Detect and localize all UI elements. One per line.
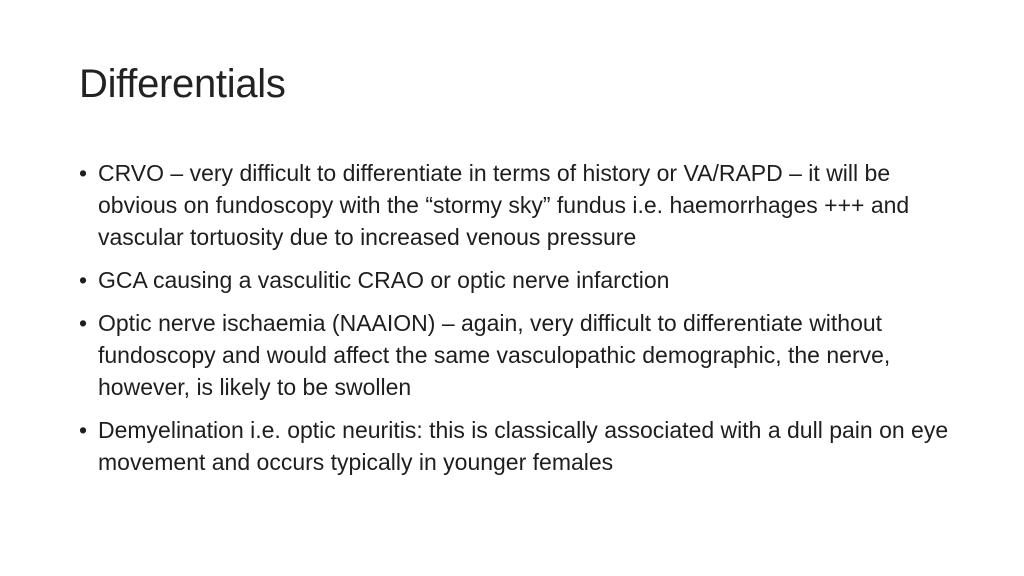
bullet-item-crvo bbox=[79, 157, 959, 253]
bullet-item-naaion bbox=[79, 307, 959, 403]
bullet-icon: • bbox=[79, 417, 88, 443]
bullet-item-demyelination bbox=[79, 414, 959, 478]
bullet-text: GCA causing a vasculitic CRAO or optic nerve infarction bbox=[98, 267, 670, 293]
bullet-text: Optic nerve ischaemia (NAAION) – again, very difficult to differentiate without fundoscopy and would affect the same vasculopathic demographic, the nerve, however, is likely to be swollen bbox=[98, 310, 891, 400]
slide-title: Differentials bbox=[79, 62, 286, 106]
bullet-icon: • bbox=[79, 267, 88, 293]
bullet-text: Demyelination i.e. optic neuritis: this is classically associated with a dull pain on eye movement and occurs typically in younger females bbox=[98, 417, 949, 475]
bullet-text: CRVO – very difficult to differentiate in terms of history or VA/RAPD – it will be obvious on fundoscopy with the “stormy sky” fundus i.e. haemorrhages +++ and vascular tortuosity due to increased venous pressure bbox=[98, 160, 910, 250]
bullet-list bbox=[79, 157, 959, 489]
bullet-item-gca bbox=[79, 264, 959, 296]
bullet-icon: • bbox=[79, 310, 88, 336]
bullet-icon: • bbox=[79, 160, 88, 186]
